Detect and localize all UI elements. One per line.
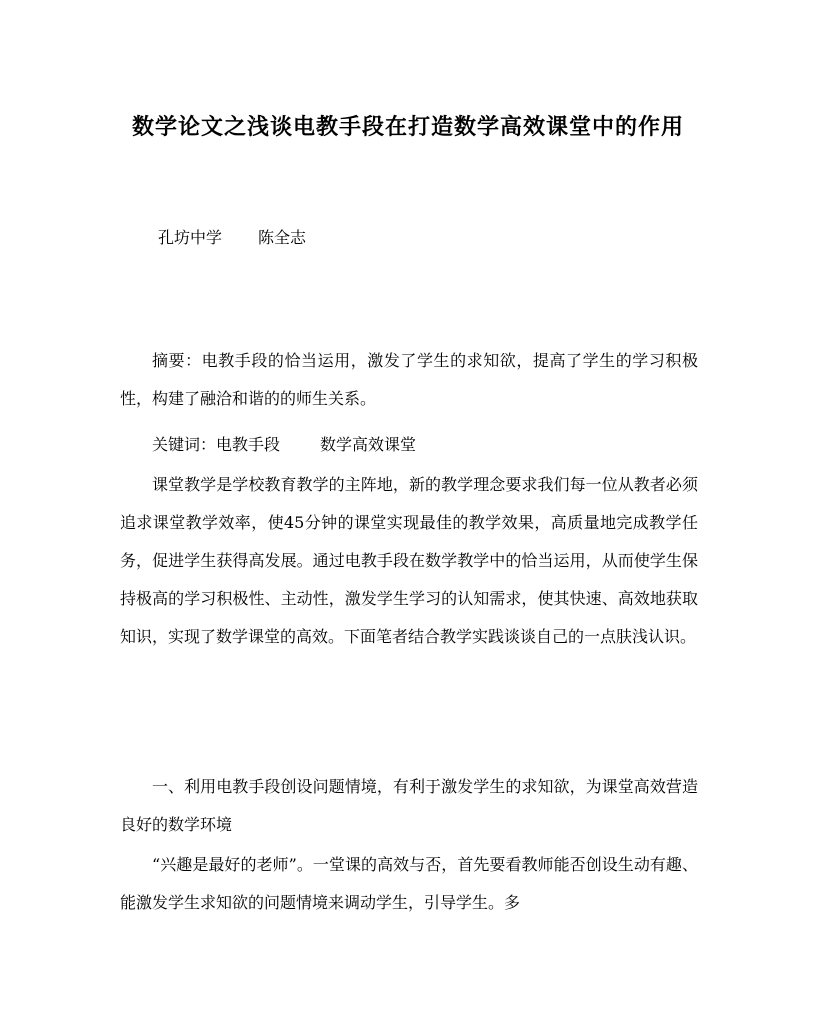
keyword-item: 电教手段 [216,435,281,454]
keywords-label: 关键词： [152,435,217,454]
author-school: 孔坊中学 [158,228,223,247]
keyword-item: 数学高效课堂 [320,435,417,454]
author-name: 陈全志 [258,228,307,247]
section-heading: 一、利用电教手段创设问题情境，有利于激发学生的求知欲，为课堂高效营造良好的数学环境 [120,777,698,834]
intro-paragraph: 课堂教学是学校教育教学的主阵地，新的教学理念要求我们每一位从教者必须追求课堂教学效率，使45分钟的课堂实现最佳的教学效果，高质量地完成教学任务，促进学生获得高发展。通过电教手段在数学教学中的恰当运用，从而使学生保持极高的学习积极性、主动性，激发学生学习的认知需求，使其快速、高效地获取知识，实现了数学课堂的高效。下面笔者结合教学实践谈谈自己的一点肤浅认识。 [120,475,698,646]
author-line [158,222,306,254]
abstract-paragraph: 摘要：电教手段的恰当运用，激发了学生的求知欲，提高了学生的学习积极性，构建了融洽和谐的的师生关系。 [120,351,698,408]
section-paragraph: “兴趣是最好的老师”。一堂课的高效与否，首先要看教师能否创设生动有趣、能激发学生求知欲的问题情境来调动学生，引导学生。多 [120,855,698,912]
document-title: 数学论文之浅谈电教手段在打造数学高效课堂中的作用 [131,115,684,140]
keywords-line [120,426,698,464]
